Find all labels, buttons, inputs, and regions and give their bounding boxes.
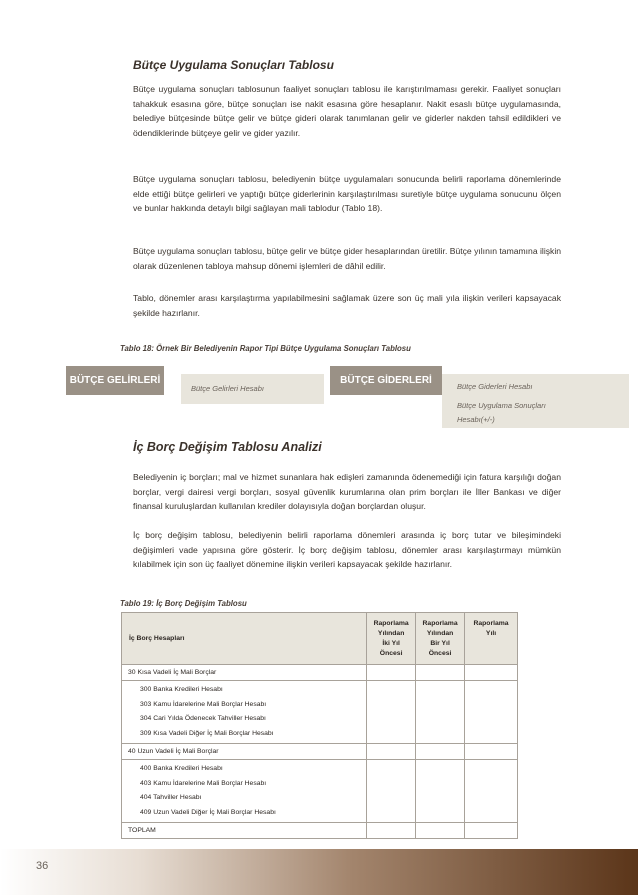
table-row: [122, 744, 518, 760]
paragraph-4: Tablo, dönemler arası karşılaştırma yapılabilmesini sağlamak üzere son üç mali yıla ilişkin verileri kapsayacak şekilde hazırlanır.: [133, 293, 561, 318]
group-long-term-items: 400 Banka Kredileri Hesabı 403 Kamu İdarelerine Mali Borçlar Hesabı 404 Tahviller Hesabı 409 Uzun Vadeli Diğer İç Mali Borçlar Hesabı: [122, 760, 367, 823]
budget-result-line1: Bütçe Uygulama Sonuçları: [457, 401, 546, 410]
budget-expenses-label: BÜTÇE GİDERLERİ: [330, 366, 442, 395]
group-long-term-label: 40 Uzun Vadeli İç Mali Borçlar: [122, 744, 367, 760]
group-short-term-items: 300 Banka Kredileri Hesabı 303 Kamu İdarelerine Mali Borçlar Hesabı 304 Cari Yılda Ödenecek Tahviller Hesabı 309 Kısa Vadeli Diğer İç Mali Borçlar Hesabı: [122, 681, 367, 744]
paragraph-5: Belediyenin iç borçları; mal ve hizmet sunanlara hak edişleri zamanında ödenemediği için fatura karşılığı doğan borçlar, vergi dairesi vergi borçları, sosyal güvenlik kurumlarına olan prim borçları ile İller Bankası ve diğer finansal kuruluşlardan kullanılan krediler dolayısıyla doğan borçlardan oluşur.: [133, 472, 561, 512]
page-number: 36: [36, 860, 49, 872]
budget-revenue-account: Bütçe Gelirleri Hesabı: [181, 374, 324, 404]
budget-expense-accounts-box: [442, 374, 629, 428]
total-label: TOPLAM: [122, 823, 367, 839]
section-title-internal-debt: İç Borç Değişim Tablosu Analizi: [133, 440, 322, 454]
table-row: [122, 681, 518, 744]
paragraph-3: Bütçe uygulama sonuçları tablosu, bütçe gelir ve bütçe gider hesaplarından üretilir. Bütçe yılının tamamına ilişkin olarak düzenlenen tabloya mahsup dönemi işlemleri de dâhil edilir.: [133, 246, 562, 271]
budget-results-diagram: [66, 366, 629, 424]
paragraph-2: Bütçe uygulama sonuçları tablosu, belediyenin bütçe uygulamaları sonucunda belirli raporlama dönemlerinde elde ettiği bütçe gelirleri ve yaptığı bütçe giderlerinin karşılaştırılması suretiyle bütçe uygulama sonucunu ölçen ve bunlar hakkında detaylı bilgi sağlayan mali tablodur (Tablo 18).: [133, 174, 561, 214]
header-one-year-before: Raporlama Yılından Bir Yıl Öncesi: [416, 613, 465, 665]
header-reporting-year: Raporlama Yılı: [465, 613, 518, 665]
internal-debt-table: [121, 612, 518, 839]
budget-expense-account: Bütçe Giderleri Hesabı: [457, 382, 533, 391]
paragraph-6: İç borç değişim tablosu, belediyenin belirli raporlama dönemleri arasında iç borç tutar ve bileşimindeki değişimleri vade yapısına göre gösterir. İç borç değişim tablosu, dönemler arası karşılaştırmayı mümkün kılabilmek için son üç faaliyet dönemine ilişkin verileri kapsayacak şekilde hazırlanır.: [133, 530, 561, 570]
footer-band: [0, 849, 638, 895]
table18-caption: Tablo 18: Örnek Bir Belediyenin Rapor Tipi Bütçe Uygulama Sonuçları Tablosu: [120, 344, 411, 353]
header-two-years-before: Raporlama Yılından İki Yıl Öncesi: [367, 613, 416, 665]
group-short-term-label: 30 Kısa Vadeli İç Mali Borçlar: [122, 665, 367, 681]
table-row: [122, 823, 518, 839]
table-row: [122, 665, 518, 681]
table-row: [122, 760, 518, 823]
paragraph-1: Bütçe uygulama sonuçları tablosunun faaliyet sonuçları tablosu ile karıştırılmaması gerekir. Faaliyet sonuçları tahakkuk esasına göre, bütçe sonuçları ise nakit esasına göre hesaplanır. Nakit esaslı bütçe uygulamasında, belediye bütçesinde bütçe gelir ve bütçe gideri olarak tanımlanan gelir ve giderler nakden tahsil edildikleri ve ödendiklerinde bütçeye gelir ve gider yazılır.: [133, 84, 561, 138]
budget-revenues-label: BÜTÇE GELİRLERİ: [66, 366, 164, 395]
header-accounts: İç Borç Hesapları: [122, 613, 367, 665]
table19-caption: Tablo 19: İç Borç Değişim Tablosu: [120, 599, 247, 608]
section-title-budget-results: Bütçe Uygulama Sonuçları Tablosu: [133, 58, 334, 72]
table-header-row: [122, 613, 518, 665]
budget-result-line2: Hesabı(+/-): [457, 415, 495, 424]
